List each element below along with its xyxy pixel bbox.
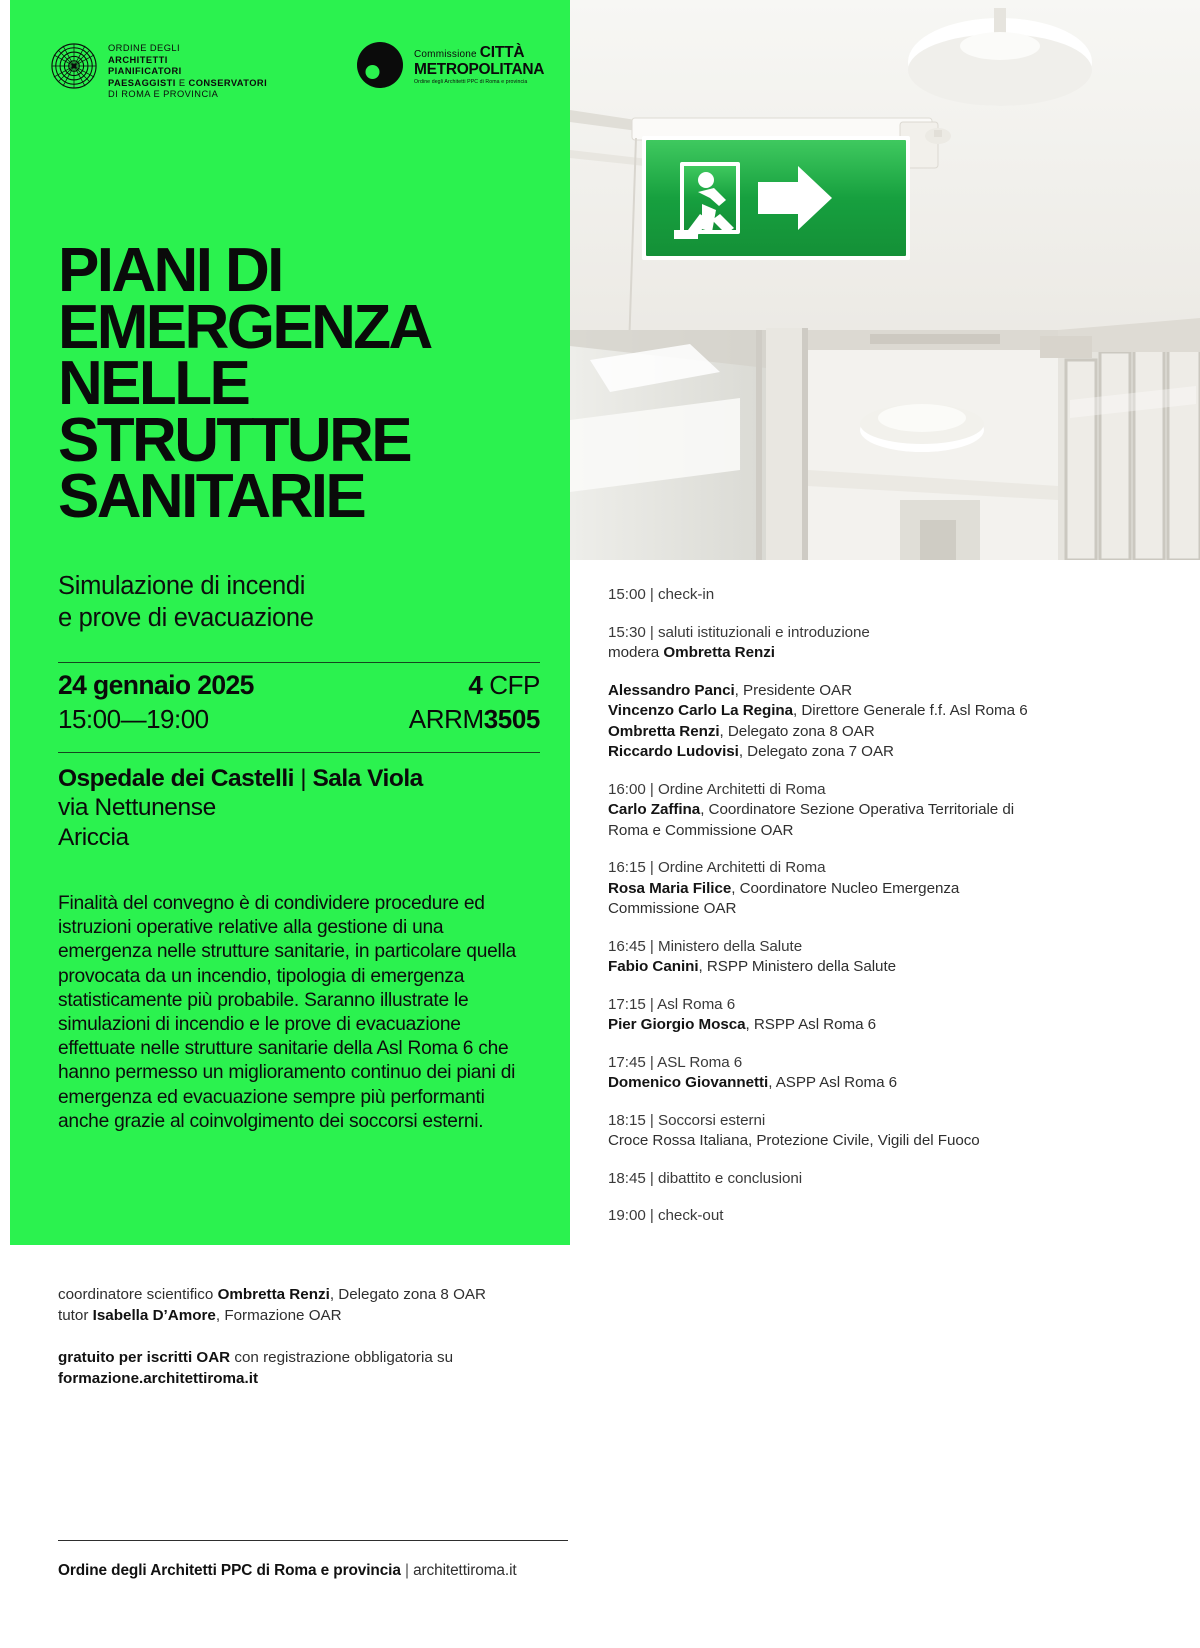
tutor	[58, 1306, 578, 1327]
poster-description: Finalità del convegno è di condividere procedure ed istruzioni operative relative alla gestione di una emergenza nelle strutture sanitarie, in particolare quella provocata da un incendio, tipologia di emergenza statisticamente più probabile. Saranno illustrate le simulazioni di incendio e le prove di evacuazione effettuate nelle strutture sanitarie della Asl Roma 6 che hanno permesso un miglioramento continuo dei piani di emergenza ed evacuazione sempre più performanti anche grazie al coinvolgimento dei soccorsi esterni.	[58, 893, 516, 1132]
event-time: 15:00—19:00	[58, 704, 209, 734]
course-code-prefix: ARRM	[408, 704, 484, 734]
program-item	[608, 995, 1078, 1036]
poster-title: PIANI DI EMERGENZA NELLE STRUTTURE SANITARIE	[58, 236, 429, 531]
footer-line	[58, 1562, 517, 1580]
speaker-row	[608, 800, 1078, 821]
cm-subline: Ordine degli Architetti PPC di Roma e provincia	[414, 79, 528, 85]
program-moderator	[608, 643, 1078, 664]
speaker-row	[608, 681, 1078, 702]
footer-org: Ordine degli Architetti PPC di Roma e provincia	[58, 1562, 401, 1579]
program-item	[608, 585, 1078, 606]
program-item	[608, 1206, 1078, 1227]
speaker-name: Rosa Maria Filice	[608, 879, 732, 897]
speaker-row	[608, 1073, 1078, 1094]
registration-line	[58, 1348, 578, 1369]
oar-line-3: PIANIFICATORI	[108, 66, 182, 77]
venue-separator: |	[293, 765, 313, 792]
commissione-logo	[355, 40, 544, 90]
tutor-prefix: tutor	[58, 1306, 93, 1324]
program-item	[608, 858, 1078, 920]
program-item	[608, 1169, 1078, 1190]
program-time-title: 17:45 | ASL Roma 6	[608, 1053, 743, 1071]
program-item	[608, 780, 1078, 842]
program-time-title: 18:15 | Soccorsi esterni	[608, 1111, 766, 1129]
speaker-role: , Coordinatore Sezione Operativa Territoriale di	[700, 801, 1015, 818]
program-item	[608, 1053, 1078, 1094]
program-time-title: 16:15 | Ordine Architetti di Roma	[608, 859, 826, 876]
speaker-role: , RSPP Ministero della Salute	[698, 958, 897, 975]
oar-line-5: DI ROMA E PROVINCIA	[108, 89, 219, 100]
speaker-name: Alessandro Panci	[608, 681, 735, 699]
program-time-title: 18:45 | dibattito e conclusioni	[608, 1169, 803, 1187]
scientific-coordinator	[58, 1285, 578, 1306]
program-time-title: 17:15 | Asl Roma 6	[608, 995, 736, 1013]
divider-bottom	[58, 752, 540, 753]
speaker-name: Domenico Giovannetti	[608, 1074, 769, 1091]
commissione-logo-text	[414, 40, 544, 85]
oar-line-4a: PAESAGGISTI	[108, 77, 176, 88]
footer-site[interactable]: architettiroma.it	[413, 1562, 517, 1579]
oar-line-2: ARCHITETTI	[108, 54, 168, 65]
program-time-title: 15:30 | saluti istituzionali e introduzione	[608, 623, 870, 641]
registration-url-text[interactable]: formazione.architettiroma.it	[58, 1369, 259, 1387]
speaker-role: , ASPP Asl Roma 6	[768, 1074, 898, 1091]
subtitle-line-1: Simulazione di incendi	[58, 572, 306, 600]
tutor-name: Isabella D’Amore	[92, 1306, 216, 1324]
date-row-2	[58, 704, 540, 735]
speaker-name: Fabio Canini	[608, 958, 699, 975]
logo-row	[50, 40, 545, 115]
speaker-name: Carlo Zaffina	[608, 801, 701, 818]
speaker-role: , RSPP Asl Roma 6	[745, 1016, 877, 1033]
program-item	[608, 681, 1078, 763]
program-time-title: 15:00 | check-in	[608, 586, 715, 603]
oar-logo	[50, 42, 267, 101]
venue-city: Ariccia	[58, 824, 129, 851]
venue-name: Ospedale dei Castelli	[58, 765, 294, 792]
program-time-title: 16:00 | Ordine Architetti di Roma	[608, 780, 826, 798]
divider-top	[58, 662, 540, 663]
program-item	[608, 937, 1078, 978]
speaker-name: Pier Giorgio Mosca	[608, 1016, 746, 1033]
cfp-label: CFP	[482, 670, 540, 700]
photo-illustration	[570, 0, 1200, 560]
registration-free-label: gratuito per iscritti OAR	[58, 1349, 231, 1366]
registration-note: con registrazione obbligatoria su	[230, 1349, 454, 1366]
oar-line-1: ORDINE DEGLI	[108, 43, 181, 53]
registration-block	[58, 1348, 578, 1389]
speaker-role: , Presidente OAR	[734, 681, 853, 699]
date-credits-block	[58, 670, 540, 735]
venue-title-line	[58, 765, 540, 793]
venue-street: via Nettunense	[58, 794, 216, 821]
program-item	[608, 1111, 1078, 1152]
program-item	[608, 623, 1078, 664]
cfp-number: 4	[468, 670, 483, 700]
footer-separator: |	[400, 1562, 414, 1579]
speaker-row	[608, 879, 1078, 900]
registration-url[interactable]	[58, 1369, 578, 1390]
speaker-row	[608, 701, 1078, 722]
footer-divider	[58, 1540, 568, 1541]
subtitle-line-2: e prove di evacuazione	[58, 604, 314, 632]
venue-block	[58, 765, 540, 853]
speaker-row	[608, 1015, 1078, 1036]
program-schedule	[608, 585, 1078, 1244]
speaker-row	[608, 957, 1078, 978]
speaker-role: , Direttore Generale f.f. Asl Roma 6	[793, 702, 1028, 719]
venue-room: Sala Viola	[312, 765, 423, 792]
oar-line-4c: CONSERVATORI	[188, 77, 268, 88]
cm-citta: CITTÀ	[479, 44, 525, 61]
cm-pre: Commissione	[414, 49, 480, 60]
speaker-row	[608, 742, 1078, 763]
coord-role: , Delegato zona 8 OAR	[329, 1286, 486, 1303]
speaker-role: , Delegato zona 7 OAR	[738, 743, 894, 760]
coord-prefix: coordinatore scientifico	[58, 1286, 218, 1303]
poster-subtitle	[58, 570, 538, 634]
speaker-name: Vincenzo Carlo La Regina	[608, 702, 794, 719]
speaker-role: , Delegato zona 8 OAR	[719, 722, 875, 740]
oar-rosette-icon	[50, 42, 98, 90]
cm-metropolitana: METROPOLITANA	[414, 61, 545, 78]
credits-block	[58, 1285, 578, 1326]
course-code	[409, 704, 540, 735]
speaker-role: , Coordinatore Nucleo Emergenza	[731, 879, 960, 897]
oar-logo-text	[108, 42, 267, 101]
commissione-circle-icon	[355, 40, 405, 90]
speaker-row	[608, 722, 1078, 743]
speaker-role-cont: Roma e Commissione OAR	[608, 821, 794, 839]
date-row-1	[58, 670, 540, 701]
oar-line-4b: E	[175, 77, 189, 88]
program-participants: Croce Rossa Italiana, Protezione Civile, Vigili del Fuoco	[608, 1132, 980, 1149]
moderator-name: Ombretta Renzi	[663, 644, 775, 661]
hospital-corridor-photo	[570, 0, 1200, 560]
coord-name: Ombretta Renzi	[217, 1286, 330, 1303]
speaker-role-cont: Commissione OAR	[608, 900, 737, 917]
speaker-name: Ombretta Renzi	[608, 722, 720, 740]
course-code-number: 3505	[483, 704, 540, 734]
speaker-name: Riccardo Ludovisi	[608, 743, 739, 760]
program-time-title: 16:45 | Ministero della Salute	[608, 937, 803, 955]
program-time-title: 19:00 | check-out	[608, 1207, 724, 1224]
tutor-role: , Formazione OAR	[215, 1306, 342, 1324]
event-date: 24 gennaio 2025	[58, 670, 254, 700]
cfp-credits	[468, 670, 540, 701]
moderator-prefix: modera	[608, 644, 664, 661]
